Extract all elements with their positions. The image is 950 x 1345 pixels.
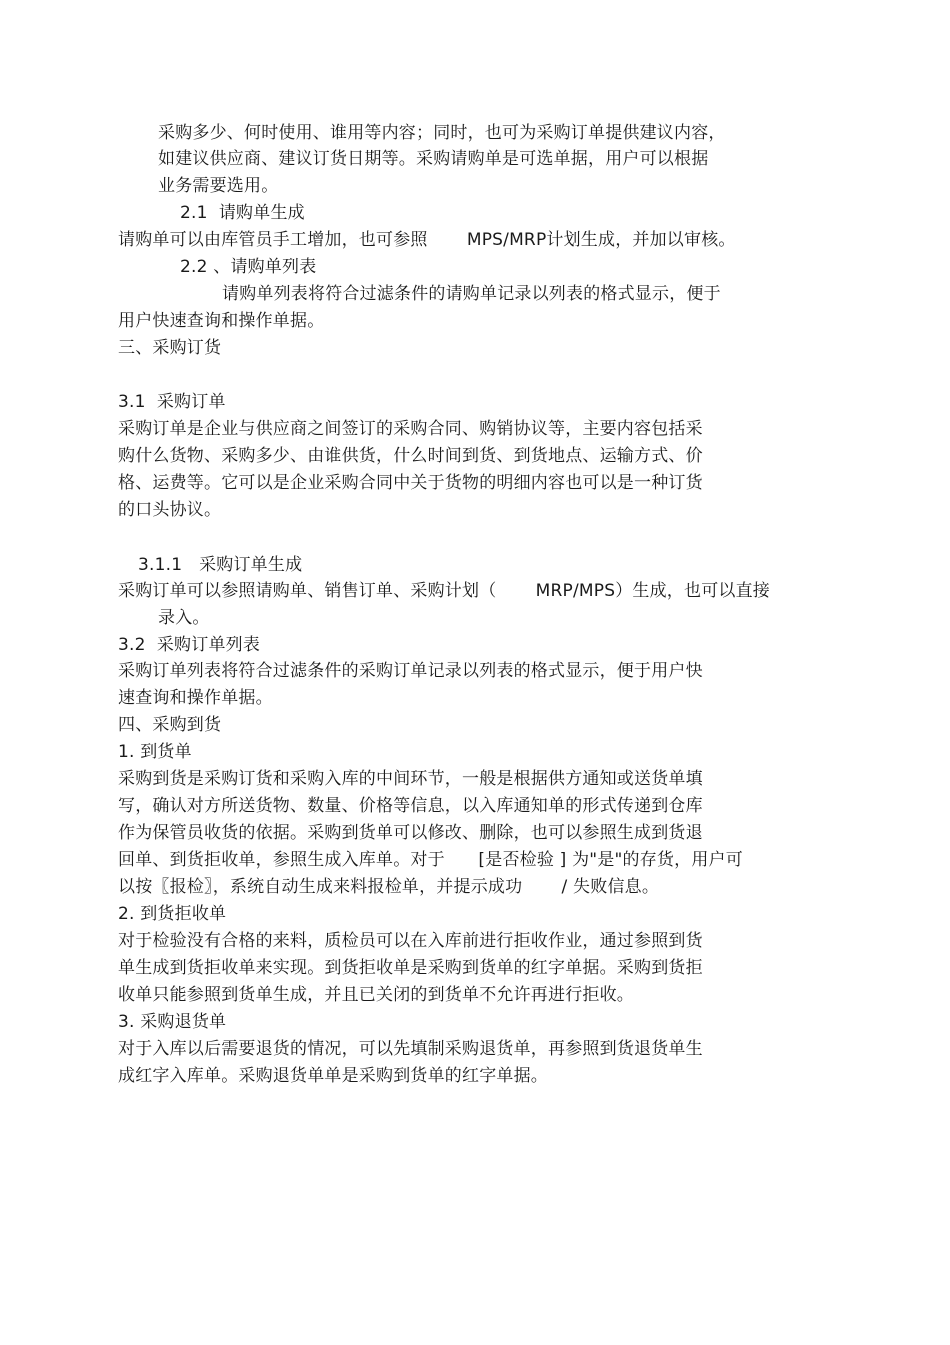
section-heading: 2. 到货拒收单	[118, 904, 227, 924]
text-line: 采购多少、何时使用、谁用等内容；同时，也可为采购订单提供建议内容，	[158, 123, 726, 143]
text-line: 如建议供应商、建议订货日期等。采购请购单是可选单据，用户可以根据	[158, 149, 709, 169]
text-line: 用户快速查询和操作单据。	[118, 311, 325, 331]
section-heading: 2.1 请购单生成	[180, 203, 305, 223]
text-line: 请购单列表将符合过滤条件的请购单记录以列表的格式显示，便于	[222, 284, 721, 304]
text-line: 采购订单列表将符合过滤条件的采购订单记录以列表的格式显示，便于用户快	[118, 661, 703, 681]
text-line: 业务需要选用。	[158, 176, 279, 196]
section-heading: 3.2 采购订单列表	[118, 635, 261, 655]
text-line: 作为保管员收货的依据。采购到货单可以修改、删除，也可以参照生成到货退	[118, 823, 703, 843]
section-heading: 3. 采购退货单	[118, 1012, 227, 1032]
text-line: 采购到货是采购订货和采购入库的中间环节，一般是根据供方通知或送货单填	[118, 769, 703, 789]
text-line: 请购单可以由库管员手工增加，也可参照 MPS/MRP计划生成，并加以审核。	[118, 230, 736, 250]
section-heading: 1. 到货单	[118, 742, 192, 762]
section-heading: 3.1 采购订单	[118, 392, 226, 412]
text-line: 采购订单是企业与供应商之间签订的采购合同、购销协议等，主要内容包括采	[118, 419, 703, 439]
chapter-heading: 四、采购到货	[118, 715, 222, 735]
text-line: 对于入库以后需要退货的情况，可以先填制采购退货单，再参照到货退货单生	[118, 1039, 703, 1059]
text-line: 购什么货物、采购多少、由谁供货，什么时间到货、到货地点、运输方式、价	[118, 446, 703, 466]
section-heading: 3.1.1 采购订单生成	[138, 555, 303, 575]
text-line: 速查询和操作单据。	[118, 688, 273, 708]
text-line: 采购订单可以参照请购单、销售订单、采购计划（ MRP/MPS）生成，也可以直接	[118, 581, 770, 601]
text-line: 的口头协议。	[118, 500, 222, 520]
chapter-heading: 三、采购订货	[118, 338, 222, 358]
text-line: 录入。	[158, 608, 210, 628]
text-line: 回单、到货拒收单，参照生成入库单。对于 [是否检验 ] 为"是"的存货，用户可	[118, 850, 743, 870]
text-line: 对于检验没有合格的来料，质检员可以在入库前进行拒收作业，通过参照到货	[118, 931, 703, 951]
text-line: 格、运费等。它可以是企业采购合同中关于货物的明细内容也可以是一种订货	[118, 473, 703, 493]
text-line: 写，确认对方所送货物、数量、价格等信息，以入库通知单的形式传递到仓库	[118, 796, 703, 816]
text-line: 成红字入库单。采购退货单单是采购到货单的红字单据。	[118, 1066, 548, 1086]
text-line: 收单只能参照到货单生成，并且已关闭的到货单不允许再进行拒收。	[118, 985, 634, 1005]
text-line: 以按〖报检〗，系统自动生成来料报检单，并提示成功 / 失败信息。	[118, 877, 660, 897]
section-heading: 2.2 、请购单列表	[180, 257, 317, 277]
text-line: 单生成到货拒收单来实现。到货拒收单是采购到货单的红字单据。采购到货拒	[118, 958, 703, 978]
